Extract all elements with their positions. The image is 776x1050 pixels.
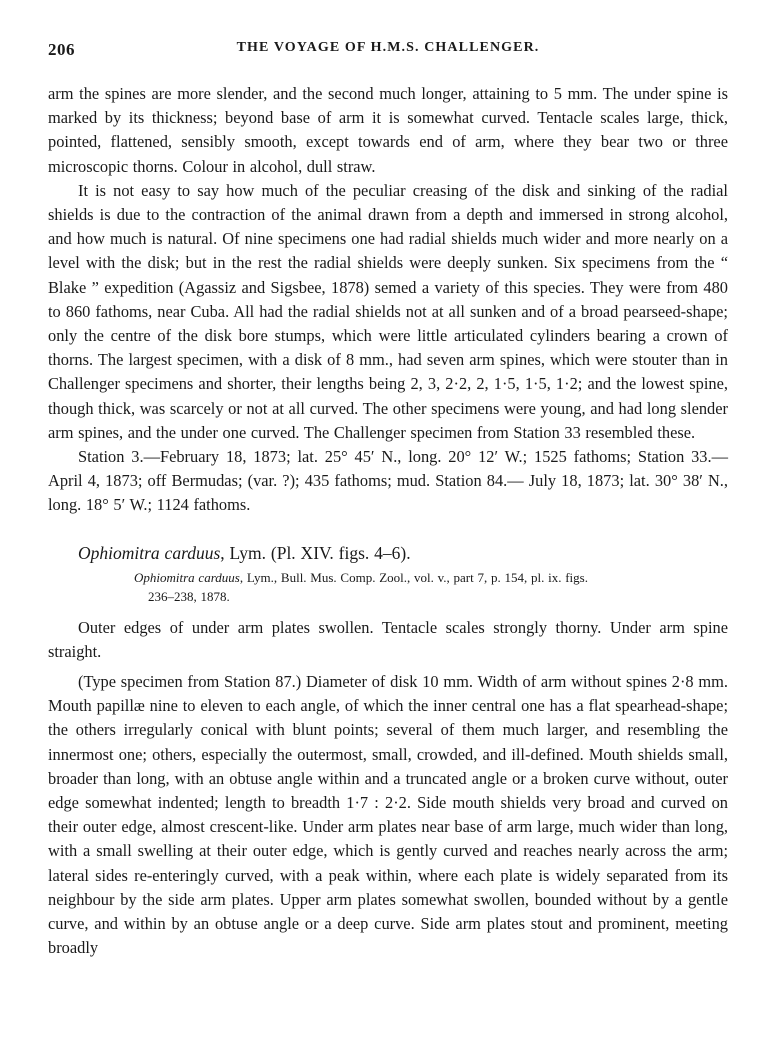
paragraph-specimen-notes: It is not easy to say how much of the peculiar creasing of the disk and sinking of the radial shields is due to the contraction of the animal drawn from a depth and immersed in strong alcohol, and how much is natural. Of nine specimens one had radial shields much wider and more nearly on a level with the disk; but in the rest the radial shields were deeply sunken. Six specimens from the “ Blake ” expedition (Agassiz and Sigsbee, 1878) semed a variety of this species. They were from 480 to 860 fathoms, near Cuba. All had the radial shields not at all sunken and of a broad pearseed-shape; only the centre of the disk bore stumps, which were little articulated cylinders bearing a crown of thorns. The largest specimen, with a disk of 8 mm., had seven arm spines, which were stouter than in Challenger specimens and shorter, their lengths being 2, 3, 2·2, 2, 1·5, 1·5, 1·2; and the lowest spine, though thick, was scarcely or not at all curved. The other specimens were young, and had long slender arm spines, and the under one curved. The Challenger specimen from Station 33 resembled these. (48, 180, 728, 442)
species-authority: , Lym. (Pl. XIV. figs. 4–6). (220, 542, 411, 563)
document-page (48, 40, 728, 961)
page-number: 206 (48, 40, 75, 59)
paragraph-description: (Type specimen from Station 87.) Diameter of disk 10 mm. Width of arm without spines 2·8 mm. Mouth papillæ nine to eleven to each angle, of which the inner central one has a flat spearhead-shape; the others irregularly conical with blunt points; several of them much larger, and resembling the innermost one; others, especially the outermost, small, crowded, and ill-defined. Mouth shields small, broader than long, with an obtuse angle within and a truncated angle or a broken curve without, outer edge somewhat indented; length to breadth 1·7 : 2·2. Side mouth shields very broad and curved on their outer edge, almost crescent-like. Under arm plates near base of arm large, much wider than long, with a small swelling at their outer edge, which is gently curved and reaches nearly across the arm; lateral sides re-enteringly curved, with a peak within, where each plate is widely separated from its neighbour by the side arm plates. Upper arm plates somewhat swollen, bounded without by a gentle curve, and within by an obtuse angle or a deep curve. Side arm plates stout and prominent, meeting broadly (48, 672, 728, 958)
paragraph-arm-spines: arm the spines are more slender, and the second much longer, attaining to 5 mm. The under spine is marked by its thickness; beyond base of arm it is somewhat curved. Tentacle scales large, thick, pointed, flattened, sensibly smooth, except towards end of arm, where they bear two or three microscopic thorns. Colour in alcohol, dull straw. (48, 84, 728, 176)
species-heading (48, 540, 728, 566)
running-title: THE VOYAGE OF H.M.S. CHALLENGER. (236, 40, 540, 55)
species-name: Ophiomitra carduus (78, 542, 221, 563)
paragraph-stations: Station 3.—February 18, 1873; lat. 25° 45′ N., long. 20° 12′ W.; 1525 fathoms; Station 33.—April 4, 1873; off Bermudas; (var. ?); 435 fathoms; mud. Station 84.— July 18, 1873; lat. 30° 38′ N., long. 18° 5′ W.; 1124 fathoms. (48, 447, 728, 515)
species-section (48, 540, 728, 961)
paragraph-diagnosis: Outer edges of under arm plates swollen. Tentacle scales strongly thorny. Under arm spine straight. (48, 617, 728, 661)
citation-species-name: Ophiomitra carduus (134, 569, 240, 585)
species-citation (48, 568, 728, 587)
citation-continuation: 236–238, 1878. (148, 588, 230, 604)
citation-reference: , Lym., Bull. Mus. Comp. Zool., vol. v., part 7, p. 154, pl. ix. figs. (239, 569, 588, 585)
page-header (48, 40, 728, 68)
